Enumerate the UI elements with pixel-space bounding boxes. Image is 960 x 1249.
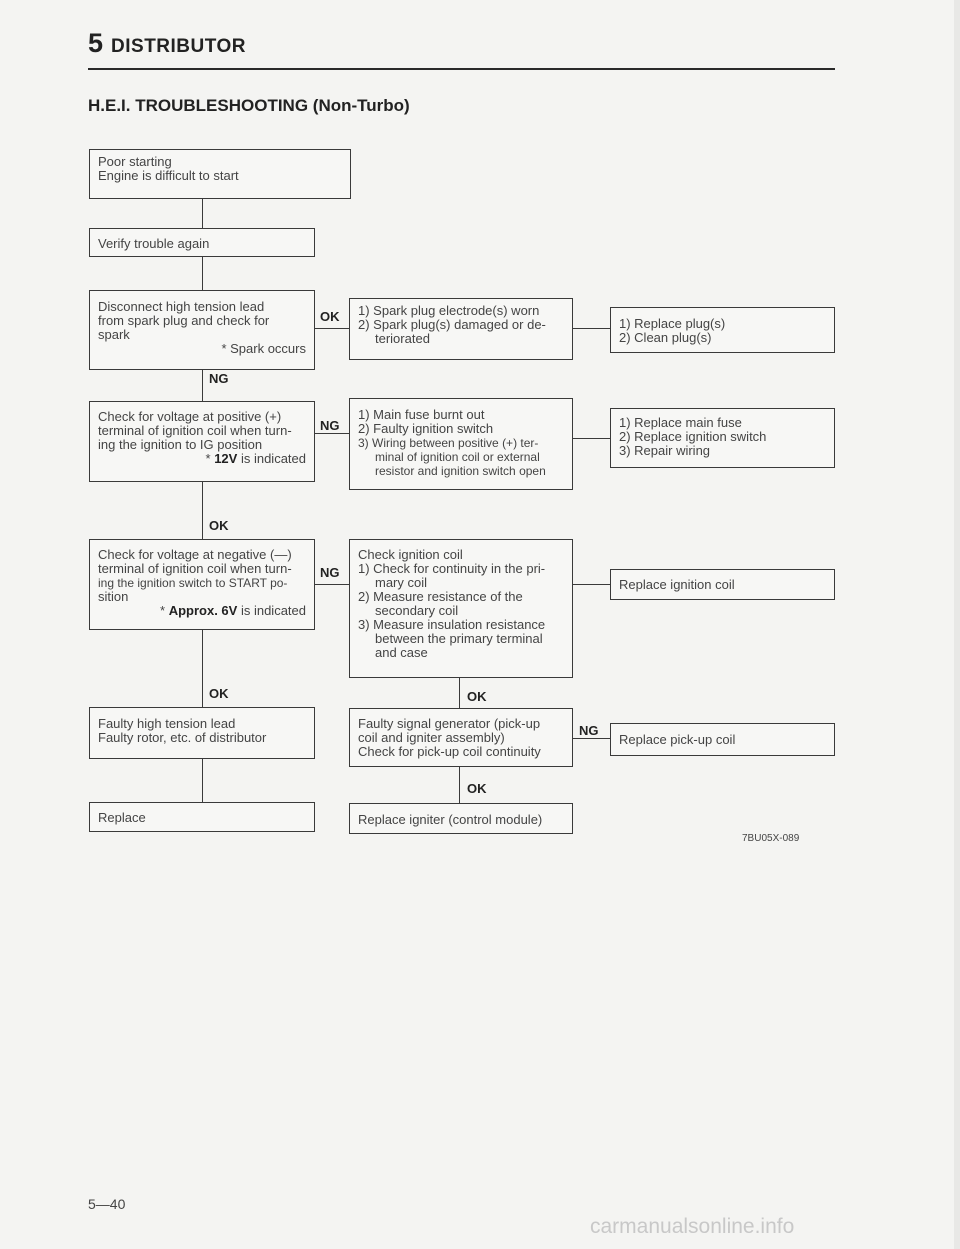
section-title: H.E.I. TROUBLESHOOTING (Non-Turbo) bbox=[88, 96, 410, 115]
step3-line-3: ing the ignition switch to START po- bbox=[98, 576, 288, 590]
box-check-ignition-coil bbox=[349, 539, 573, 678]
box-verify bbox=[89, 228, 315, 257]
coil-line-6: 3) Measure insulation resistance bbox=[358, 617, 546, 632]
signal-line-2: coil and igniter assembly) bbox=[358, 730, 505, 745]
cause2-line-5: resistor and ignition switch open bbox=[375, 464, 546, 478]
step1-condition: * Spark occurs bbox=[221, 341, 306, 356]
ng-label-step1: NG bbox=[209, 371, 229, 386]
cause2-line-3: 3) Wiring between positive (+) ter- bbox=[358, 436, 539, 450]
box-faulty-lead-rotor bbox=[89, 707, 315, 759]
connector-step2-step3 bbox=[202, 482, 203, 539]
box-step1-cause bbox=[349, 298, 573, 360]
chapter-title: DISTRIBUTOR bbox=[111, 36, 247, 57]
connector-step3-coil bbox=[315, 584, 349, 585]
step3-cond-value: Approx. 6V bbox=[168, 603, 238, 618]
connector-faulty-replace bbox=[202, 759, 203, 802]
step3-line-1: Check for voltage at negative (—) bbox=[98, 547, 292, 562]
header-rule bbox=[88, 68, 835, 70]
cause1-line-1: 1) Spark plug electrode(s) worn bbox=[358, 303, 540, 318]
igniter-text: Replace igniter (control module) bbox=[358, 812, 543, 827]
connector-step1-step2 bbox=[202, 370, 203, 401]
fix1-line-1: 1) Replace plug(s) bbox=[619, 316, 726, 331]
symptom-line-1: Poor starting bbox=[98, 154, 172, 169]
chapter-number: 5 bbox=[88, 28, 104, 58]
box-step1-check-spark bbox=[89, 290, 315, 370]
signal-line-1: Faulty signal generator (pick-up bbox=[358, 716, 541, 731]
footer-watermark: carmanualsonline.info bbox=[590, 1215, 795, 1238]
step2-line-3: ing the ignition to IG position bbox=[98, 437, 263, 452]
box-step2-cause bbox=[349, 398, 573, 490]
step2-line-2: terminal of ignition coil when turn- bbox=[98, 423, 292, 438]
fix2-line-3: 3) Repair wiring bbox=[619, 443, 711, 458]
fix2-line-1: 1) Replace main fuse bbox=[619, 415, 742, 430]
step1-line-2: from spark plug and check for bbox=[98, 313, 270, 328]
step2-cond-star: * bbox=[205, 451, 211, 466]
ok-label-step1: OK bbox=[320, 309, 340, 324]
step3-condition bbox=[98, 604, 306, 618]
step3-cond-text: is indicated bbox=[240, 603, 306, 618]
fix4-text: Replace pick-up coil bbox=[619, 732, 736, 747]
connector-step3-faulty bbox=[202, 630, 203, 707]
coil-line-7: between the primary terminal bbox=[375, 631, 543, 646]
connector-verify-step1 bbox=[202, 256, 203, 290]
ok-label-step3: OK bbox=[209, 686, 229, 701]
box-step1-fix bbox=[610, 307, 835, 353]
cause2-line-1: 1) Main fuse burnt out bbox=[358, 407, 485, 422]
page-edge-shadow bbox=[954, 0, 960, 1249]
box-replace-pickup-coil bbox=[610, 723, 835, 756]
connector-step2-cause bbox=[315, 433, 349, 434]
step3-line-4: sition bbox=[98, 589, 129, 604]
box-step2-fix bbox=[610, 408, 835, 468]
ng-label-signal: NG bbox=[579, 723, 599, 738]
box-replace bbox=[89, 802, 315, 832]
step1-line-1: Disconnect high tension lead bbox=[98, 299, 265, 314]
fix3-text: Replace ignition coil bbox=[619, 577, 735, 592]
coil-line-3: mary coil bbox=[375, 575, 428, 590]
step1-line-3: spark bbox=[98, 327, 130, 342]
replace-text: Replace bbox=[98, 810, 146, 825]
ok-label-step2: OK bbox=[209, 518, 229, 533]
coil-line-4: 2) Measure resistance of the bbox=[358, 589, 523, 604]
step2-cond-text: is indicated bbox=[240, 451, 306, 466]
box-signal-generator bbox=[349, 708, 573, 767]
box-replace-ignition-coil bbox=[610, 569, 835, 600]
faulty-line-1: Faulty high tension lead bbox=[98, 716, 236, 731]
connector-signal-fix bbox=[573, 738, 610, 739]
faulty-line-2: Faulty rotor, etc. of distributor bbox=[98, 730, 267, 745]
signal-line-3: Check for pick-up coil continuity bbox=[358, 744, 541, 759]
chapter-heading bbox=[88, 28, 246, 59]
step2-cond-value: 12V bbox=[214, 451, 238, 466]
coil-line-1: Check ignition coil bbox=[358, 547, 463, 562]
connector-cause1-fix1 bbox=[573, 328, 610, 329]
ok-label-signal: OK bbox=[467, 781, 487, 796]
connector-signal-igniter bbox=[459, 767, 460, 803]
connector-cause2-fix2 bbox=[573, 438, 610, 439]
box-replace-igniter bbox=[349, 803, 573, 834]
ng-label-step2: NG bbox=[320, 418, 340, 433]
cause2-line-4: minal of ignition coil or external bbox=[375, 450, 540, 464]
ng-label-step3: NG bbox=[320, 565, 340, 580]
box-symptom bbox=[89, 149, 351, 199]
cause2-line-2: 2) Faulty ignition switch bbox=[358, 421, 494, 436]
verify-text: Verify trouble again bbox=[98, 236, 210, 251]
coil-line-2: 1) Check for continuity in the pri- bbox=[358, 561, 546, 576]
step2-line-1: Check for voltage at positive (+) bbox=[98, 409, 282, 424]
figure-code: 7BU05X-089 bbox=[742, 833, 800, 844]
connector-step1-cause bbox=[315, 328, 349, 329]
page-number: 5—40 bbox=[88, 1196, 126, 1212]
ok-label-coil: OK bbox=[467, 689, 487, 704]
cause1-line-3: teriorated bbox=[375, 331, 430, 346]
step3-cond-star: * bbox=[160, 603, 166, 618]
step2-condition bbox=[98, 452, 306, 466]
fix2-line-2: 2) Replace ignition switch bbox=[619, 429, 767, 444]
coil-line-8: and case bbox=[375, 645, 428, 660]
symptom-line-2: Engine is difficult to start bbox=[98, 168, 239, 183]
coil-line-5: secondary coil bbox=[375, 603, 459, 618]
box-step3-negative-voltage bbox=[89, 539, 315, 630]
connector-coil-fix bbox=[573, 584, 610, 585]
connector-coil-signal bbox=[459, 678, 460, 708]
step3-line-2: terminal of ignition coil when turn- bbox=[98, 561, 292, 576]
box-step2-positive-voltage bbox=[89, 401, 315, 482]
fix1-line-2: 2) Clean plug(s) bbox=[619, 330, 712, 345]
cause1-line-2: 2) Spark plug(s) damaged or de- bbox=[358, 317, 546, 332]
